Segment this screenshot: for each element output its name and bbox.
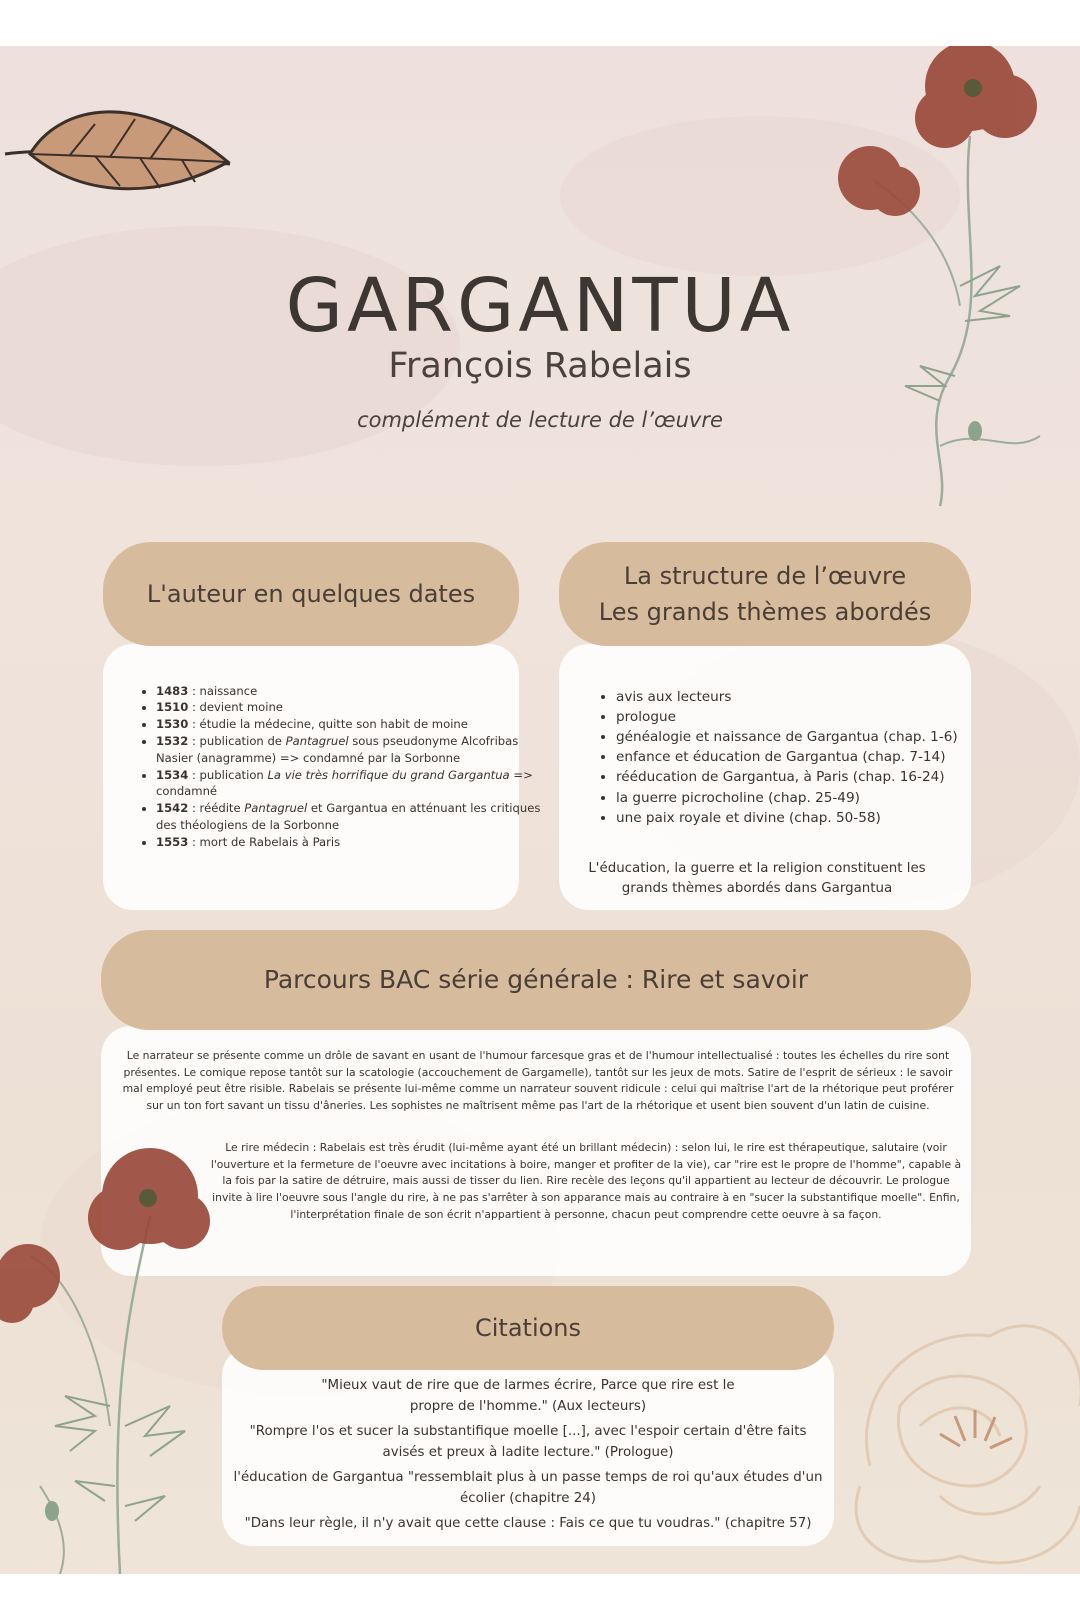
document-title: GARGANTUA xyxy=(285,263,795,349)
date-year: 1532 xyxy=(156,733,189,748)
date-text: : étudie la médecine, quitte son habit de moine xyxy=(188,717,468,732)
date-item xyxy=(156,800,548,834)
outline-flower-illustration xyxy=(840,1286,1080,1574)
parcours-heading: Parcours BAC série générale : Rire et savoir xyxy=(101,930,971,1030)
structure-note: L'éducation, la guerre et la religion constituent les grands thèmes abordés dans Gargantua xyxy=(588,861,926,896)
structure-item: • prologue xyxy=(616,707,976,727)
date-text: : publication de xyxy=(188,733,286,748)
quote-4: "Dans leur règle, il n'y avait que cette clause : Fais ce que tu voudras." (chapitre 57) xyxy=(244,1516,812,1531)
date-text: sous pseudonyme Alcofribas Nasier (anagramme) => condamné par la Sorbonne xyxy=(156,733,519,765)
date-year: 1553 xyxy=(156,834,189,849)
dates-heading: L'auteur en quelques dates xyxy=(103,542,519,646)
structure-item: • une paix royale et divine (chap. 50-58) xyxy=(616,808,976,828)
date-year: 1530 xyxy=(156,717,189,732)
parcours-paragraph-2: Le rire médecin : Rabelais est très érudit (lui-même ayant été un brillant médecin) : selon lui, le rire est thérapeutique, salutaire (voir l'ouverture et la fermeture de l'oeuvre avec incitations à boire, manger et profiter de la vie), car "rire est le propre de l'homme", capable à la fois par la satire de détruire, mais aussi de tisser du lien. Rire recèle des leçons qu'il appartient au lecteur de découvrir. Le prologue invite à lire l'oeuvre sous l'angle du rire, à ne pas s'arrêter à son apparance mais au contraire à en "sucer la substantifique moelle". Enfin, l'interprétation finale de son écrit n'appartient à personne, chacun peut comprendre cette oeuvre à sa façon. xyxy=(210,1141,962,1221)
structure-item: • rééducation de Gargantua, à Paris (chap. 16-24) xyxy=(616,767,976,787)
date-text: : naissance xyxy=(188,683,258,698)
quote-3: l'éducation de Gargantua "ressemblait plus à un passe temps de roi qu'aux études d'un écolier (chapitre 24) xyxy=(233,1470,823,1506)
author-name: François Rabelais xyxy=(388,346,692,386)
date-year: 1483 xyxy=(156,683,189,698)
structure-heading-line2: Les grands thèmes abordés xyxy=(598,598,932,626)
structure-heading xyxy=(559,542,971,646)
poppy-illustration-bottom-left xyxy=(0,1126,230,1574)
dates-list xyxy=(116,683,548,851)
date-item xyxy=(156,683,548,700)
quote-2: "Rompre l'os et sucer la substantifique moelle [...], avec l'espoir certain d'être faits avisés et preux à ladite lecture." (Prologue) xyxy=(249,1424,807,1460)
date-item xyxy=(156,767,548,801)
leaf-illustration xyxy=(0,94,240,204)
quote-1: "Mieux vaut de rire que de larmes écrire, Parce que rire est le propre de l'homme." (Aux lecteurs) xyxy=(321,1378,735,1414)
date-text: : devient moine xyxy=(188,700,283,715)
date-year: 1542 xyxy=(156,801,189,816)
date-year: 1534 xyxy=(156,767,189,782)
structure-item: • enfance et éducation de Gargantua (chap. 7-14) xyxy=(616,747,976,767)
work-title: Pantagruel xyxy=(244,801,308,816)
structure-item: • avis aux lecteurs xyxy=(616,687,976,707)
date-item xyxy=(156,834,548,851)
structure-heading-line1: La structure de l’œuvre xyxy=(623,562,907,590)
date-text: : réédite xyxy=(188,801,245,816)
date-item xyxy=(156,699,548,716)
work-title: Pantagruel xyxy=(285,733,349,748)
parcours-paragraph-1: Le narrateur se présente comme un drôle de savant en usant de l'humour farcesque gras et de l'humour intellectualisé : toutes les échelles du rire sont présentes. Le comique repose tantôt sur la scatologie (accouchement de Gargamelle), tantôt sur les jeux de mots. Satire de l'esprit de sérieux : le savoir mal employé peut être risible. Rabelais se présente lui-même comme un narrateur souvent ridicule : celui qui maîtrise l'art de la rhétorique peut proférer sur un ton fort savant un tissu d'âneries. Les sophistes ne maîtrisent même pas l'art de la rhétorique et usent bien souvent d'un latin de cuisine. xyxy=(122,1049,954,1113)
date-item xyxy=(156,733,548,767)
poster-page xyxy=(0,46,1080,1574)
date-item xyxy=(156,716,548,733)
document-subtitle: complément de lecture de l’œuvre xyxy=(357,408,723,432)
date-text: => condamné xyxy=(156,767,533,799)
date-year: 1510 xyxy=(156,700,189,715)
date-text: : mort de Rabelais à Paris xyxy=(188,834,341,849)
date-text: : publication xyxy=(188,767,268,782)
structure-item: • la guerre picrocholine (chap. 25-49) xyxy=(616,788,976,808)
citations-heading: Citations xyxy=(222,1286,834,1370)
structure-list xyxy=(576,687,976,828)
structure-item: • généalogie et naissance de Gargantua (chap. 1-6) xyxy=(616,727,976,747)
work-title: La vie très horrifique du grand Gargantua xyxy=(267,767,510,782)
date-text: et Gargantua en atténuant les critiques des théologiens de la Sorbonne xyxy=(156,801,541,832)
